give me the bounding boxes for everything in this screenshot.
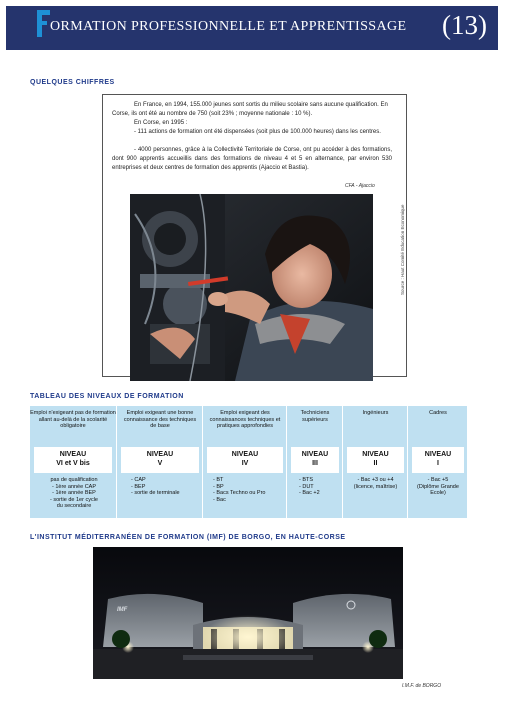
qualification-item: - DUT [299, 483, 314, 490]
qualification-item: pas de qualification [50, 477, 98, 483]
figures-paragraph-2: En Corse, en 1995 : [134, 120, 188, 126]
header-initial-letter [37, 10, 50, 37]
level-label: NIVEAU [424, 451, 452, 458]
qualification-item: - Bac +3 ou +4 [357, 477, 394, 483]
level-box [412, 447, 464, 473]
level-column [342, 406, 408, 518]
level-label: NIVEAU [146, 451, 174, 458]
qualification-item: (Diplôme Grande [417, 483, 459, 490]
source-note: Source : Haut Comité Education Economique [400, 204, 405, 295]
level-value: II [373, 460, 378, 467]
qualification-list [408, 477, 468, 497]
qualification-list [131, 477, 201, 497]
level-label: NIVEAU [59, 451, 87, 458]
qualification-item: - Bac +2 [299, 490, 320, 496]
level-value: IV [241, 460, 249, 467]
qualification-item: - Bac [213, 496, 226, 503]
level-value: V [157, 460, 163, 467]
qualification-item: - 1ère année BEP [52, 490, 96, 496]
level-column [407, 406, 468, 518]
column-header: Cadres [429, 410, 447, 416]
figures-paragraph-3: - 111 actions de formation ont été dispensées (soit plus de 100.000 heures) dans les centres. [134, 129, 381, 135]
column-header: Emploi exigeant une bonne connaissance des techniques de base [123, 410, 197, 429]
column-header: Emploi exigeant des connaissances techniques et pratiques approfondies [209, 410, 281, 429]
qualification-list [299, 477, 341, 497]
qualification-item: - BT [213, 477, 224, 483]
level-value: III [312, 460, 318, 467]
imf-building-photo [93, 547, 403, 679]
photo-caption-cfa: CFA - Ajaccio [345, 183, 375, 189]
qualification-item: - Bac +5 [427, 477, 449, 483]
qualification-item: - BP [213, 483, 224, 490]
apprentice-photo [130, 194, 373, 381]
level-column [30, 406, 116, 518]
column-header: Ingénieurs [362, 410, 389, 416]
level-column [116, 406, 203, 518]
qualification-item: - sortie de terminale [131, 490, 180, 496]
level-label: NIVEAU [231, 451, 259, 458]
page-number: (13) [442, 10, 487, 40]
photo-caption-imf: I.M.F. de BORGO [402, 683, 442, 689]
figures-paragraph-1: En France, en 1994, 155.000 jeunes sont sortis du milieu scolaire sans aucune qualification. En Corse, ils ont été au nombre de 750 (soit 23% ; moyenne nationale : 10 %). [112, 102, 388, 117]
level-box [34, 447, 112, 473]
section-heading-figures: QUELQUES CHIFFRES [30, 79, 115, 86]
qualification-list [34, 477, 114, 510]
section-heading-imf: L'INSTITUT MÉDITERRANÉEN DE FORMATION (IMF) DE BORGO, EN HAUTE-CORSE [30, 534, 346, 541]
level-column [202, 406, 287, 518]
level-box [121, 447, 199, 473]
level-box [291, 447, 339, 473]
qualification-item: du secondaire [56, 503, 92, 509]
figures-paragraph-4: - 4000 personnes, grâce à la Collectivité Territoriale de Corse, ont pu accéder à des formations, dont 900 apprentis accueillis dans des formations de niveau 4 et 5 en alternance, par environ 530 entreprises et deux centres de formation des apprentis (Ajaccio et Bastia). [112, 147, 392, 171]
level-box [347, 447, 404, 473]
qualification-item: - Bacs Techno ou Pro [213, 490, 266, 496]
column-header: Emploi n'exigeant pas de formation allant au-delà de la scolarité obligatoire [30, 410, 116, 429]
training-levels-table [30, 406, 467, 518]
qualification-item: Ecole) [430, 490, 446, 496]
qualification-list [343, 477, 408, 490]
qualification-item: (licence, maîtrise) [353, 483, 398, 490]
qualification-item: - CAP [131, 477, 146, 483]
header-title: ORMATION PROFESSIONNELLE ET APPRENTISSAGE [50, 19, 407, 34]
level-value: VI et V bis [56, 460, 90, 467]
level-label: NIVEAU [362, 451, 389, 458]
level-value: I [437, 460, 439, 467]
page-header [6, 6, 498, 50]
level-box [207, 447, 283, 473]
svg-text:IMF: IMF [117, 607, 128, 613]
section-heading-levels-table: TABLEAU DES NIVEAUX DE FORMATION [30, 393, 184, 400]
column-header: Techniciens supérieurs [300, 410, 330, 423]
qualification-list [213, 477, 285, 503]
level-label: NIVEAU [301, 451, 329, 458]
qualification-item: - 1ère année CAP [51, 483, 97, 490]
qualification-item: - sortie de 1er cycle [50, 496, 98, 503]
qualification-item: - BEP [131, 483, 146, 490]
qualification-item: - BTS [299, 477, 314, 483]
level-column [286, 406, 343, 518]
